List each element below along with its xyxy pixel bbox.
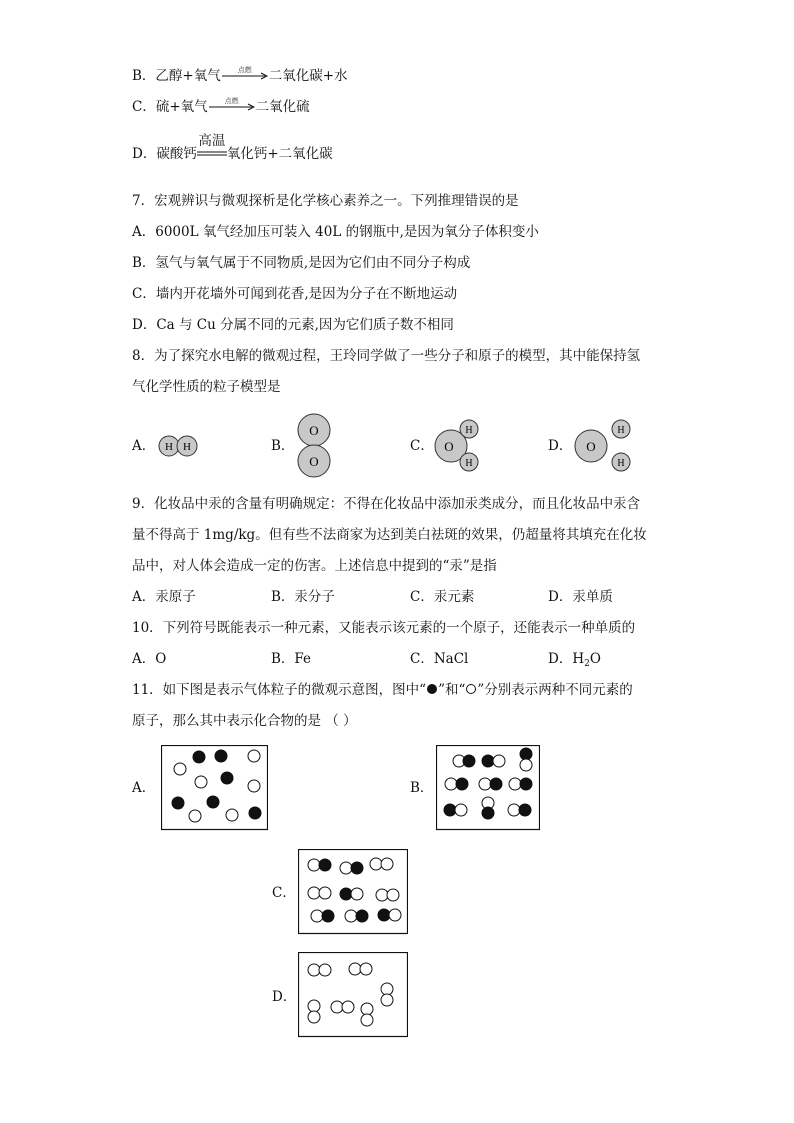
q8-model-b [294, 412, 334, 480]
q9-stem-line3: 品中，对人体会造成一定的伤害。上述信息中提到的“汞”是指 [132, 558, 497, 574]
svg-text:H: H [617, 425, 625, 436]
q11-box-c [298, 849, 408, 935]
q8-label-c: C． [410, 438, 434, 454]
q11-box-d [298, 952, 408, 1038]
reaction-arrow: 点燃 [221, 67, 269, 85]
q8-model-a [158, 434, 202, 458]
reaction-equals: 高温 [198, 133, 226, 149]
q11-label-a: A． [132, 780, 156, 796]
q8-label-b: B． [271, 438, 295, 454]
q9-option-a: A．汞原子 [132, 589, 196, 605]
q10-option-a: A．O [132, 651, 167, 667]
q9-option-b: B．汞分子 [271, 589, 335, 605]
q6-option-c: C．硫+氧气 点燃 二氧化硫 [132, 97, 310, 115]
q8-stem-line1: 8．为了探究水电解的微观过程，王玲同学做了一些分子和原子的模型，其中能保持氢 [132, 348, 641, 364]
q9-option-d: D．汞单质 [548, 589, 613, 605]
q7-option-c: C．墙内开花墙外可闻到花香,是因为分子在不断地运动 [132, 286, 458, 302]
q8-label-a: A． [132, 438, 156, 454]
q6-option-b: B．乙醇+氧气 点燃 二氧化碳+水 [132, 66, 348, 84]
q11-box-a [161, 745, 268, 831]
hollow-circle-icon [465, 683, 477, 695]
reaction-arrow: 点燃 [208, 98, 256, 116]
q11-box-b [436, 745, 540, 831]
q9-option-c: C．汞元素 [410, 589, 475, 605]
q11-label-c: C． [272, 885, 296, 901]
svg-text:H: H [183, 441, 191, 453]
q11-stem-line2: 原子，那么其中表示化合物的是 （ ） [132, 713, 357, 729]
q11-label-b: B． [410, 780, 434, 796]
svg-text:O: O [444, 439, 454, 454]
svg-text:H: H [465, 458, 473, 469]
q10-stem: 10．下列符号既能表示一种元素，又能表示该元素的一个原子，还能表示一种单质的 [132, 620, 636, 636]
q7-option-b: B．氢气与氧气属于不同物质,是因为它们由不同分子构成 [132, 255, 471, 271]
svg-text:H: H [617, 458, 625, 469]
svg-text:H: H [465, 425, 473, 436]
filled-circle-icon [426, 683, 438, 695]
svg-text:H: H [165, 441, 173, 453]
q10-option-b: B．Fe [271, 651, 312, 667]
q10-option-d: D．$H_2O$ [548, 651, 601, 669]
q7-option-d: D．Ca 与 Cu 分属不同的元素,因为它们质子数不相同 [132, 317, 454, 333]
svg-text:O: O [309, 423, 319, 438]
q7-stem: 7．宏观辨识与微观探析是化学核心素养之一。下列推理错误的是 [132, 193, 519, 209]
q6-option-d: D．碳酸钙 高温 氧化钙+二氧化碳 [132, 133, 333, 162]
q8-model-d [573, 418, 635, 474]
svg-text:O: O [586, 439, 596, 454]
q11-label-d: D． [272, 989, 297, 1005]
q9-stem-line2: 量不得高于 1mg/kg。但有些不法商家为达到美白祛斑的效果，仍超量将其填充在化妆 [132, 527, 647, 543]
q8-model-c [432, 418, 482, 474]
q8-stem-line2: 气化学性质的粒子模型是 [132, 379, 281, 395]
q9-stem-line1: 9．化妆品中汞的含量有明确规定：不得在化妆品中添加汞类成分，而且化妆品中汞含 [132, 496, 641, 512]
svg-text:O: O [309, 454, 319, 469]
q11-stem-line1: 11．如下图是表示气体粒子的微观示意图，图中“ ”和“ ”分别表示两种不同元素的 [132, 682, 633, 698]
q10-option-c: C．NaCl [410, 651, 469, 667]
q8-label-d: D． [548, 438, 573, 454]
q7-option-a: A．6000L 氧气经加压可装入 40L 的钢瓶中,是因为氧分子体积变小 [132, 224, 539, 240]
